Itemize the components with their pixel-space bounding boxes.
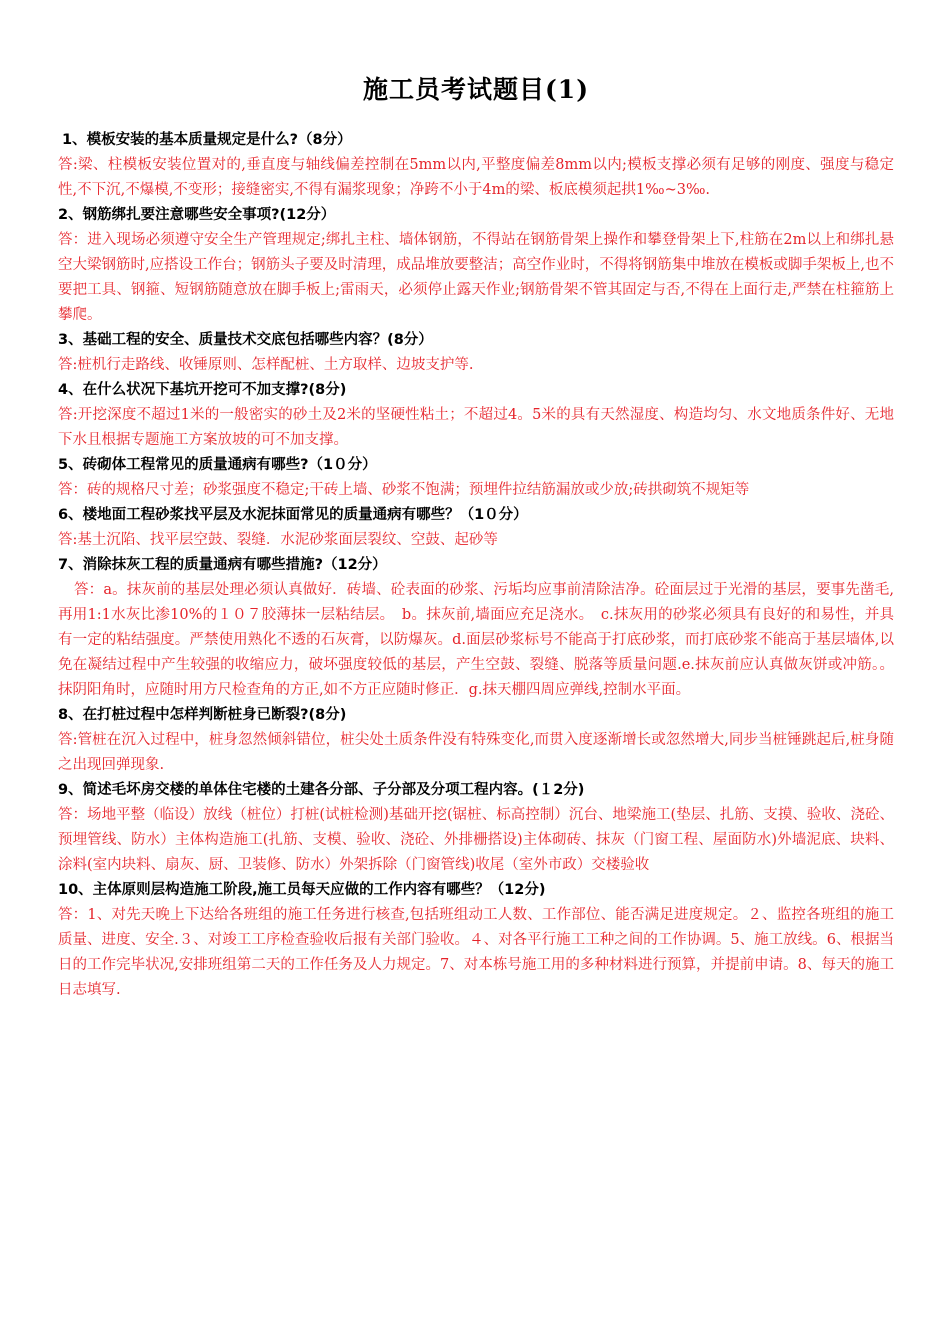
question-7: 7、消除抹灰工程的质量通病有哪些措施?（12分） — [58, 557, 387, 573]
answer-7: 答：a。抹灰前的基层处理必须认真做好．砖墙、砼表面的砂浆、污垢均应事前清除洁净。砼面层过于光滑的基层，要事先凿毛,再用1:1水灰比渗10%的１０７胶薄抹一层粘结层。 b。抹灰前,墙面应充足浇水。 c.抹灰用的砂浆必须具有良好的和易性，并具有一定的粘结强度。严禁使用熟化不透的石灰膏，以防爆灰。d.面层砂浆标号不能高于打底砂浆，而打底砂浆不能高于基层墙体,以免在凝结过程中产生较强的收缩应力，破坏强度较低的基层，产生空鼓、裂缝、脱落等质量问题.e.抹灰前应认真做灰饼或冲筋。。抹阴阳角时，应随时用方尺检查角的方正,如不方正应随时修正．g.抹天棚四周应弹线,控制水平面。 — [58, 582, 894, 698]
question-10: 10、主体原则层构造施工阶段,施工员每天应做的工作内容有哪些？（12分) — [58, 882, 546, 898]
answer-10: 答：1、对先天晚上下达给各班组的施工任务进行核查,包括班组动工人数、工作部位、能否满足进度规定。２、监控各班组的施工质量、进度、安全.３、对竣工工序检查验收后报有关部门验收。４、对各平行施工工种之间的工作协调。5、施工放线。6、根据当日的工作完毕状况,安排班组第二天的工作任务及人力规定。7、对本栋号施工用的多种材料进行预算，并提前申请。8、每天的施工日志填写. — [58, 907, 894, 998]
question-8: 8、在打桩过程中怎样判断桩身已断裂?(8分) — [58, 707, 347, 723]
question-1: 1、模板安装的基本质量规定是什么?（8分） — [62, 132, 352, 148]
question-5: 5、砖砌体工程常见的质量通病有哪些?（1０分） — [58, 457, 377, 473]
answer-9: 答：场地平整（临设）放线（桩位）打桩(试桩检测)基础开挖(锯桩、标高控制）沉台、地梁施工(垫层、扎筋、支摸、验收、浇砼、预埋管线、防水）主体构造施工(扎筋、支模、验收、浇砼、外排栅搭设)主体砌砖、抹灰（门窗工程、屋面防水)外墙泥底、块料、涂料(室内块料、扇灰、厨、卫装修、防水）外架拆除（门窗管线)收尾（室外市政）交楼验收 — [58, 807, 894, 873]
page-title: 施工员考试题目(1) — [362, 75, 590, 104]
question-4: 4、在什么状况下基坑开挖可不加支撑?(8分) — [58, 382, 347, 398]
answer-4: 答:开挖深度不超过1米的一般密实的砂土及2米的坚硬性粘土；不超过4。5米的具有天然湿度、构造均匀、水文地质条件好、无地下水且根据专题施工方案放坡的可不加支撑。 — [58, 407, 894, 448]
answer-1: 答:梁、柱模板安装位置对的,垂直度与轴线偏差控制在5mm以内,平整度偏差8mm以内;模板支撑必须有足够的刚度、强度与稳定性,不下沉,不爆模,不变形；接缝密实,不得有漏浆现象；净跨不小于4m的梁、板底模须起拱1‰~3‰. — [58, 157, 894, 198]
answer-8: 答:管桩在沉入过程中，桩身忽然倾斜错位，桩尖处土质条件没有特殊变化,而贯入度逐渐增长或忽然增大,同步当桩锤跳起后,桩身随之出现回弹现象. — [58, 732, 894, 773]
question-2: 2、钢筋绑扎要注意哪些安全事项?(12分） — [58, 207, 336, 223]
answer-6: 答:基土沉陷、找平层空鼓、裂缝．水泥砂浆面层裂纹、空鼓、起砂等 — [58, 532, 498, 548]
question-9: 9、简述毛坏房交楼的单体住宅楼的土建各分部、子分部及分项工程内容。(１2分) — [58, 782, 585, 798]
question-3: 3、基础工程的安全、质量技术交底包括哪些内容？(8分） — [58, 332, 433, 348]
question-6: 6、楼地面工程砂浆找平层及水泥抹面常见的质量通病有哪些？（1０分） — [58, 507, 528, 523]
answer-2: 答：进入现场必须遵守安全生产管理规定;绑扎主柱、墙体钢筋，不得站在钢筋骨架上操作和攀登骨架上下,柱筋在2m以上和绑扎悬空大梁钢筋时,应搭设工作台；钢筋头子要及时清理，成品堆放要整洁；高空作业时，不得将钢筋集中堆放在模板或脚手架板上,也不要把工具、钢箍、短钢筋随意放在脚手板上;雷雨天，必须停止露天作业;钢筋骨架不管其固定与否,不得在上面行走,严禁在柱箍筋上攀爬。 — [58, 232, 894, 323]
answer-5: 答：砖的规格尺寸差；砂浆强度不稳定;干砖上墙、砂浆不饱满；预埋件拉结筋漏放或少放;砖拱砌筑不规矩等 — [58, 482, 750, 498]
qa-list — [58, 128, 894, 1003]
answer-3: 答:桩机行走路线、收锤原则、怎样配桩、土方取样、边坡支护等. — [58, 357, 474, 373]
